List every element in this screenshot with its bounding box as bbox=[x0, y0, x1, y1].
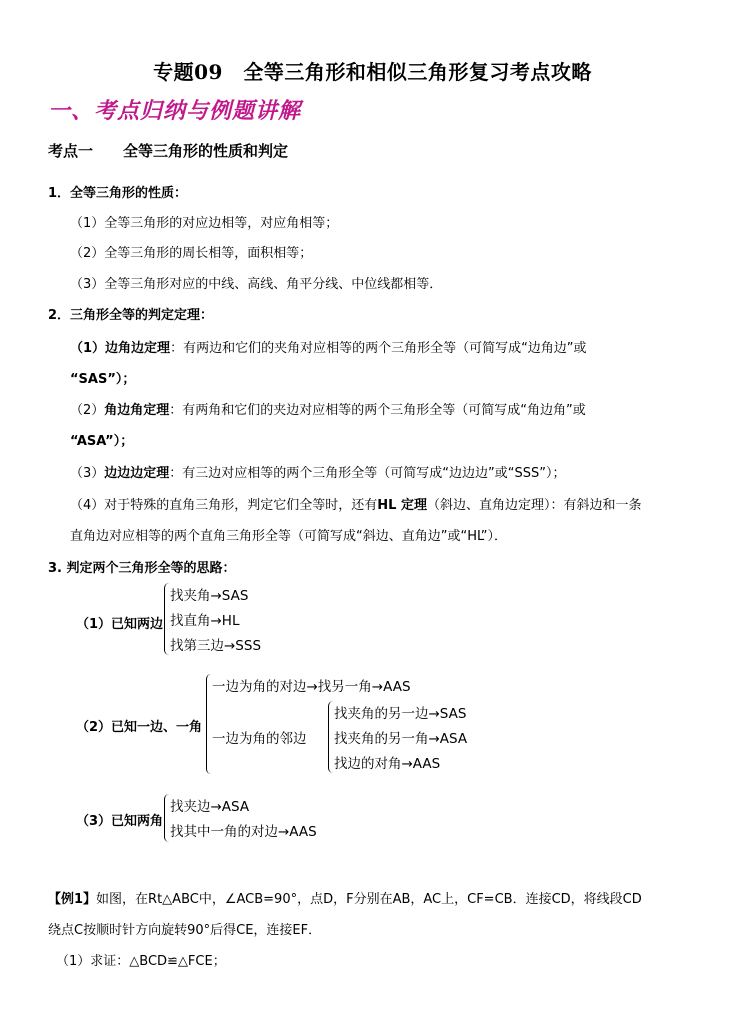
s3-g2-item-b: 一边为角的邻边 bbox=[212, 731, 307, 747]
s3-g3-brace bbox=[164, 794, 169, 842]
s3-g1-label: （1）已知两边 bbox=[76, 617, 164, 632]
s3-g2-sub-2: 找夹角的另一角→ASA bbox=[334, 731, 468, 747]
s2-heading: 2．三角形全等的判定定理： bbox=[48, 308, 214, 323]
s1-item-1: （1）全等三角形的对应边相等，对应角相等； bbox=[70, 216, 339, 231]
s3-g2-brace bbox=[206, 674, 211, 774]
s3-g1-item-2: 找直角→HL bbox=[170, 613, 240, 629]
s3-g2-sub-1: 找夹角的另一边→SAS bbox=[334, 706, 467, 722]
s3-g3-item-1: 找夹边→ASA bbox=[170, 799, 250, 815]
s2-asa-text: ：有两角和它们的夹边对应相等的两个三角形全等（可简写成“角边角”或 bbox=[169, 403, 586, 418]
example-text-1: 如图，在Rt△ABC中，∠ACB=90°，点D，F分别在AB，AC上，CF=CB．连接CD，将线段CD bbox=[96, 892, 642, 907]
s3-g1-brace bbox=[164, 583, 169, 655]
example-tag: 【例1】 bbox=[48, 892, 97, 907]
s2-sas-num: （1） bbox=[70, 341, 106, 356]
s2-asa-name: 角边角定理 bbox=[104, 403, 170, 418]
s3-g1-item-3: 找第三边→SSS bbox=[170, 638, 262, 654]
example-line-2: 绕点C按顺时针方向旋转90°后得CE，连接EF． bbox=[48, 923, 322, 938]
section-heading: 一、考点归纳与例题讲解 bbox=[48, 99, 302, 124]
s2-sas-name: 边角边定理 bbox=[105, 341, 171, 356]
example-question-1: （1）求证：△BCD≌△FCE； bbox=[56, 954, 226, 969]
page-title: 专题09 全等三角形和相似三角形复习考点攻略 bbox=[153, 60, 592, 84]
s3-g2-item-a: 一边为角的对边→找另一角→AAS bbox=[212, 679, 411, 695]
s3-g2-label: （2）已知一边、一角 bbox=[76, 720, 203, 735]
s2-sss-name: 边边边定理 bbox=[104, 466, 170, 481]
s1-item-3: （3）全等三角形对应的中线、高线、角平分线、中位线都相等． bbox=[70, 277, 443, 292]
s3-g3-item-2: 找其中一角的对边→AAS bbox=[170, 824, 317, 840]
kaodian-label: 考点一 bbox=[48, 142, 94, 160]
s3-g1-item-1: 找夹角→SAS bbox=[170, 588, 249, 604]
s3-heading: 3. 判定两个三角形全等的思路： bbox=[48, 561, 236, 576]
s2-asa-cont: “ASA”）； bbox=[70, 434, 134, 449]
s3-g2-sub-3: 找边的对角→AAS bbox=[334, 756, 441, 772]
s1-heading: 1．全等三角形的性质： bbox=[48, 186, 188, 201]
s2-hl-text-c: （斜边、直角边定理）：有斜边和一条 bbox=[426, 498, 642, 513]
s3-g2-sub-brace bbox=[328, 701, 333, 773]
s2-hl-line bbox=[70, 494, 642, 513]
s1-item-2: （2）全等三角形的周长相等，面积相等； bbox=[70, 246, 313, 261]
kaodian-text: 全等三角形的性质和判定 bbox=[123, 142, 289, 160]
s2-hl-text-a: （4）对于特殊的直角三角形，判定它们全等时，还有 bbox=[70, 498, 378, 513]
s2-hl-cont: 直角边对应相等的两个直角三角形全等（可简写成“斜边、直角边”或“HL”）． bbox=[70, 529, 508, 544]
s2-hl-name: HL 定理 bbox=[377, 498, 427, 513]
s2-sss-line bbox=[70, 462, 566, 481]
s2-sas-cont: “SAS”）； bbox=[70, 372, 136, 387]
example-line-1 bbox=[48, 888, 642, 907]
kaodian-heading bbox=[48, 140, 288, 161]
s2-sss-text: ：有三边对应相等的两个三角形全等（可简写成“边边边”或“SSS”）； bbox=[169, 466, 566, 481]
s2-asa-line bbox=[70, 399, 586, 418]
s2-sss-num: （3） bbox=[70, 466, 105, 481]
s3-g3-label: （3）已知两角 bbox=[76, 814, 164, 829]
s2-asa-num: （2） bbox=[70, 403, 105, 418]
s2-sas-text: ：有两边和它们的夹角对应相等的两个三角形全等（可简写成“边角边”或 bbox=[170, 341, 587, 356]
s2-sas-line bbox=[70, 337, 587, 356]
